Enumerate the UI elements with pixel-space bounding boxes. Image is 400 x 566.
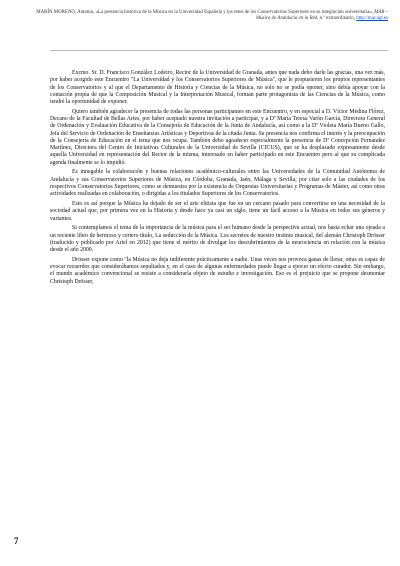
paragraph: Es innegable la colaboración y buenas relaciones académico-culturales entre las Universidades de la Comunidad Autónoma de Andalucía y sus Conservatorios Superiores de Música, en Córdoba, Granada, Jaén, Málaga y Sevilla, por citar solo a las ciudades de los respectivos Conservatorios Superiores, como se demuestra por la existencia de Orquestas Universitarias y Programas de Máster, así como otras actividades realizadas en colaboración, o dirigidas a los titulados Superiores de los Conservatorios. — [50, 169, 385, 198]
paragraph: Si contemplamos el tema de la importancia de la música para el ser humano desde la perspectiva actual, nos basta echar una ojeada a un reciente libro de hermoso y certero título, La seducción de la Música. Los secretos de nuestro instinto musical, del alemán Christoph Drösser (traducido y publicado por Ariel en 2012) que tiene el mérito de divulgar los descubrimientos de la neurociencia en relación con la música desde el año 2000. — [50, 225, 385, 254]
paragraph: Quiero también agradecer la presencia de todas las personas participantes en este Encuentro, y en especial a D. Víctor Medina Flórez, Decano de la Facultad de Bellas Artes, por haber aceptado nuestra invitación a participar, y a Dª María Teresa Varón García, Directora General de Ordenación y Evaluación Educativa de la Consejería de Educación de la Junta de Andalucía, así como a la Dª Violeta María Bueno Gallo, Jefa del Servicio de Ordenación de Enseñanzas Artísticas y Deportivas de la citada Junta. Su presencia nos confirma el interés y la preocupación de la Consejería de Educación en el tema que nos ocupa. También debo agradecer especialmente la presencia de Dª Concepción Fernández Martínez, Directora del Centro de Iniciativas Culturales de la Universidad de Sevilla (CICUS), que se ha desplazado expresamente desde aquella Universidad en representación del Rector de la misma, interesado en haber participado en este Encuentro pero al que su complicada agenda finalmente se lo impidió. — [50, 108, 385, 166]
page-number: 7 — [14, 536, 19, 546]
header-journal: MAR – Música de Andalucía en la Red — [256, 10, 388, 22]
header-citation: MARÍN MORENO, Antonio, «La presencia histórica de la Música en la Universidad Española y los retos de los Conservatorios Superiores en su integración universitaria», — [36, 10, 375, 15]
header-issue: , n.º extraordinario, — [317, 16, 357, 22]
paragraph: Excmo. Sr. D. Francisco González Lodeiro, Rector de la Universidad de Granada, antes que nada debo darle las gracias, una vez más, por haber acogido este Encuentro "La Universidad y los Conservatorios Superiores de Música", que le propusieron los propios representantes de los Conservatorios y al que el Departamento de Historia y Ciencias de la Música, no solo no se podía oponer, sino debía apoyar con la contación propia de que la Composición Musical y la Interpretación Musical, forman parte protagonista de las Ciencias de la Música, como tendré la oportunidad de exponer. — [50, 70, 385, 105]
header-link[interactable]: http://mar.ugr.es — [356, 16, 388, 22]
header-rule — [50, 50, 388, 51]
running-header — [28, 10, 388, 22]
body-text — [50, 70, 385, 289]
paragraph: Drösser expone como "la Música no deja indiferente prácticamente a nadie. Unas veces nos provoca ganas de llorar, otras es capaz de evocar recuerdos que considerábamos sepultados y, en el caso de algunas enfermedades puede llegar a ejercer un efecto curador. Sin embargo, el mundo académico convencional se resiste a considerarla objeto de estudio e investigación. Eso es el prejuicio que se propone desmontar Christoph Drösser, — [50, 256, 385, 285]
paragraph: Esto es así porque la Música ha dejado de ser el arte elitista que fue en un cercano pasado para convertirse en una necesidad de la sociedad actual que, por primera vez en la Historia y desde hace ya casi un siglo, tiene un fácil acceso a la Música en todos sus géneros y variantes. — [50, 201, 385, 222]
